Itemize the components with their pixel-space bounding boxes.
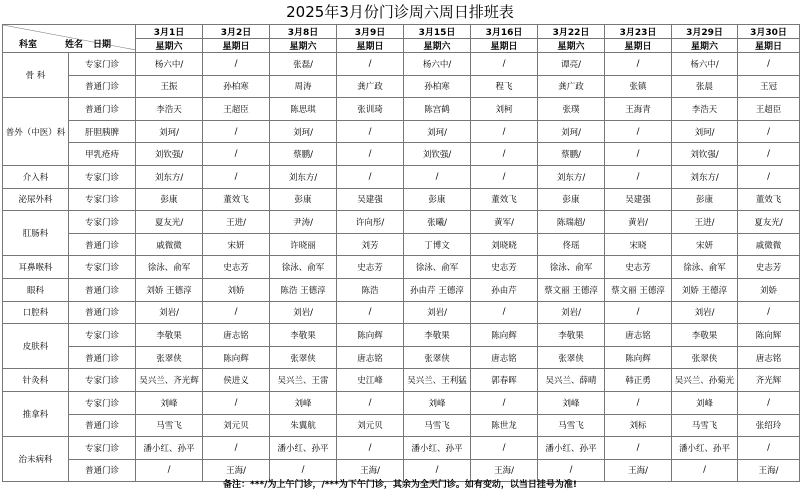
page-title: 2025年3月份门诊周六周日排班表 — [286, 3, 514, 21]
doctor-cell: 刘岩/ — [404, 301, 471, 324]
doctor-cell: 董效飞 — [738, 188, 800, 211]
doctor-cell: 龚广政 — [337, 75, 404, 98]
doctor-cell: / — [605, 437, 672, 460]
doctor-cell: 陈浩 王德淳 — [270, 278, 337, 301]
clinic-type-cell: 普通门诊 — [69, 98, 136, 121]
doctor-cell: 刘元贝 — [203, 414, 270, 437]
doctor-cell: / — [605, 391, 672, 414]
doctor-cell: 马雪飞 — [136, 414, 203, 437]
clinic-type-cell: 甲乳疮痔 — [69, 143, 136, 166]
doctor-cell: / — [203, 143, 270, 166]
doctor-cell: 蔡文丽 王德淳 — [605, 278, 672, 301]
department-cell: 口腔科 — [3, 301, 69, 324]
doctor-cell: / — [471, 53, 538, 76]
doctor-cell: 蔡文丽 王德淳 — [538, 278, 605, 301]
doctor-cell: 王进/ — [672, 211, 738, 234]
table-row — [3, 391, 800, 414]
doctor-cell: 吴建强 — [337, 188, 404, 211]
doctor-cell: 夏友光/ — [136, 211, 203, 234]
weekday-header: 星期日 — [738, 39, 800, 53]
doctor-cell: 刘娇 王德淳 — [136, 278, 203, 301]
doctor-cell: 杨六中/ — [136, 53, 203, 76]
doctor-cell: 潘小红、孙平 — [136, 437, 203, 460]
weekday-header: 星期六 — [672, 39, 738, 53]
doctor-cell: 龚广政 — [538, 75, 605, 98]
doctor-cell: 刘峰 — [672, 391, 738, 414]
doctor-cell: 尹涛/ — [270, 211, 337, 234]
doctor-cell: 李敬果 — [672, 324, 738, 347]
doctor-cell: 史江峰 — [337, 369, 404, 392]
doctor-cell: 刘珂/ — [672, 120, 738, 143]
doctor-cell: 佟瑶 — [538, 233, 605, 256]
doctor-cell: 陈瑞超/ — [538, 211, 605, 234]
table-row — [3, 346, 800, 369]
doctor-cell: 宋晓 — [605, 233, 672, 256]
doctor-cell: 吴兴兰、薛晴 — [538, 369, 605, 392]
table-row — [3, 53, 800, 76]
doctor-cell: 王海/ — [203, 459, 270, 482]
doctor-cell: 徐泳、俞军 — [404, 256, 471, 279]
doctor-cell: 李浩天 — [672, 98, 738, 121]
doctor-cell: / — [471, 165, 538, 188]
doctor-cell: / — [471, 437, 538, 460]
doctor-cell: 刘东方/ — [672, 165, 738, 188]
doctor-cell: 李敬果 — [404, 324, 471, 347]
clinic-type-cell: 普通门诊 — [69, 414, 136, 437]
clinic-type-cell: 专家门诊 — [69, 391, 136, 414]
doctor-cell: 杨六中/ — [672, 53, 738, 76]
doctor-cell: 王进/ — [203, 211, 270, 234]
footer-note: 备注：***/为上午门诊，/***为下午门诊，其余为全天门诊。如有变动，以当日挂号为准! — [223, 480, 577, 490]
doctor-cell: 张磊/ — [270, 53, 337, 76]
doctor-cell: 韩正勇 — [605, 369, 672, 392]
doctor-cell: 张翠侠 — [136, 346, 203, 369]
clinic-type-cell: 普通门诊 — [69, 233, 136, 256]
table-row — [3, 75, 800, 98]
doctor-cell: / — [605, 165, 672, 188]
clinic-type-cell: 肝胆胰脾 — [69, 120, 136, 143]
doctor-cell: 张翠侠 — [404, 346, 471, 369]
table-row — [3, 165, 800, 188]
doctor-cell: / — [738, 301, 800, 324]
clinic-type-cell: 专家门诊 — [69, 437, 136, 460]
doctor-cell: 陈宫鹤 — [404, 98, 471, 121]
doctor-cell: 唐志铭 — [605, 324, 672, 347]
doctor-cell: 刘珂/ — [136, 120, 203, 143]
doctor-cell: / — [203, 391, 270, 414]
doctor-cell: 郭春晖 — [471, 369, 538, 392]
doctor-cell: 黄军/ — [471, 211, 538, 234]
doctor-cell: 李浩天 — [136, 98, 203, 121]
date-header: 3月2日 — [203, 25, 270, 39]
weekday-header: 星期日 — [605, 39, 672, 53]
doctor-cell: 刘东方/ — [538, 165, 605, 188]
doctor-cell: 马雪飞 — [404, 414, 471, 437]
doctor-cell: 杨六中/ — [404, 53, 471, 76]
doctor-cell: 刘峰 — [136, 391, 203, 414]
doctor-cell: / — [203, 301, 270, 324]
doctor-cell: 周涛 — [270, 75, 337, 98]
doctor-cell: 王振 — [136, 75, 203, 98]
doctor-cell: 史志芳 — [471, 256, 538, 279]
table-row — [3, 437, 800, 460]
doctor-cell: 王海/ — [471, 459, 538, 482]
doctor-cell: 刘峰 — [404, 391, 471, 414]
table-row — [3, 98, 800, 121]
corner-name-label: 姓名 — [65, 40, 84, 50]
clinic-type-cell: 普通门诊 — [69, 278, 136, 301]
doctor-cell: / — [738, 53, 800, 76]
doctor-cell: 宋妍 — [672, 233, 738, 256]
doctor-cell: 陈思琪 — [270, 98, 337, 121]
date-header: 3月23日 — [605, 25, 672, 39]
doctor-cell: 蔡鹏/ — [270, 143, 337, 166]
doctor-cell: / — [538, 459, 605, 482]
doctor-cell: 彭康 — [672, 188, 738, 211]
table-row — [3, 301, 800, 324]
doctor-cell: 王冠 — [738, 75, 800, 98]
doctor-cell: 刘珂/ — [538, 120, 605, 143]
doctor-cell: 彭康 — [404, 188, 471, 211]
doctor-cell: 陈向辉 — [605, 346, 672, 369]
doctor-cell: / — [605, 53, 672, 76]
doctor-cell: 潘小红、孙平 — [404, 437, 471, 460]
doctor-cell: 唐志铭 — [203, 324, 270, 347]
date-header: 3月9日 — [337, 25, 404, 39]
doctor-cell: 吴兴兰、王雷 — [270, 369, 337, 392]
clinic-type-cell: 专家门诊 — [69, 188, 136, 211]
table-row — [3, 256, 800, 279]
doctor-cell: 侯进义 — [203, 369, 270, 392]
doctor-cell: 刘岩/ — [672, 301, 738, 324]
doctor-cell: 吴兴兰、王利猛 — [404, 369, 471, 392]
doctor-cell: 王海/ — [605, 459, 672, 482]
doctor-cell: 张璞 — [538, 98, 605, 121]
department-cell: 治未病科 — [3, 437, 69, 482]
department-cell: 普外（中医）科 — [3, 98, 69, 166]
doctor-cell: 李敬果 — [136, 324, 203, 347]
doctor-cell: 王超臣 — [738, 98, 800, 121]
doctor-cell: 张镇 — [605, 75, 672, 98]
doctor-cell: 史志芳 — [203, 256, 270, 279]
doctor-cell: 朱翼航 — [270, 414, 337, 437]
doctor-cell: 齐光辉 — [738, 369, 800, 392]
doctor-cell: / — [203, 120, 270, 143]
doctor-cell: 马雪飞 — [672, 414, 738, 437]
doctor-cell: 陈向辉 — [471, 324, 538, 347]
doctor-cell: 徐泳、俞军 — [672, 256, 738, 279]
doctor-cell: / — [471, 301, 538, 324]
doctor-cell: 徐泳、俞军 — [270, 256, 337, 279]
department-cell: 肛肠科 — [3, 211, 69, 256]
doctor-cell: / — [738, 120, 800, 143]
doctor-cell: 刘标 — [605, 414, 672, 437]
department-cell: 介入科 — [3, 165, 69, 188]
doctor-cell: 刘芳 — [337, 233, 404, 256]
doctor-cell: 戚微微 — [738, 233, 800, 256]
date-header: 3月16日 — [471, 25, 538, 39]
weekday-header: 星期日 — [471, 39, 538, 53]
doctor-cell: 史志芳 — [738, 256, 800, 279]
doctor-cell: / — [672, 459, 738, 482]
doctor-cell: / — [738, 165, 800, 188]
doctor-cell: 张训琦 — [337, 98, 404, 121]
date-header: 3月1日 — [136, 25, 203, 39]
clinic-type-cell: 专家门诊 — [69, 53, 136, 76]
doctor-cell: 刘岩/ — [270, 301, 337, 324]
weekday-header: 星期六 — [538, 39, 605, 53]
doctor-cell: / — [337, 53, 404, 76]
doctor-cell: 徐泳、俞军 — [538, 256, 605, 279]
doctor-cell: 吴兴兰、孙菊光 — [672, 369, 738, 392]
doctor-cell: 董效飞 — [471, 188, 538, 211]
doctor-cell: 刘东方/ — [270, 165, 337, 188]
doctor-cell: 张翠侠 — [270, 346, 337, 369]
corner-header — [3, 25, 136, 53]
doctor-cell: 潘小红、孙平 — [270, 437, 337, 460]
doctor-cell: 许晓丽 — [270, 233, 337, 256]
doctor-cell: 许向彤/ — [337, 211, 404, 234]
doctor-cell: 王超臣 — [203, 98, 270, 121]
doctor-cell: 史志芳 — [605, 256, 672, 279]
doctor-cell: / — [738, 437, 800, 460]
doctor-cell: / — [337, 301, 404, 324]
doctor-cell: / — [738, 391, 800, 414]
doctor-cell: 黄岩/ — [605, 211, 672, 234]
doctor-cell: 王海/ — [337, 459, 404, 482]
clinic-type-cell: 专家门诊 — [69, 369, 136, 392]
doctor-cell: 夏友光/ — [738, 211, 800, 234]
clinic-type-cell: 专家门诊 — [69, 165, 136, 188]
weekday-header: 星期六 — [404, 39, 471, 53]
doctor-cell: 刘柯 — [471, 98, 538, 121]
doctor-cell: 宋妍 — [203, 233, 270, 256]
doctor-cell: 吴兴兰、齐光辉 — [136, 369, 203, 392]
doctor-cell: 马雪飞 — [538, 414, 605, 437]
date-header: 3月22日 — [538, 25, 605, 39]
clinic-type-cell: 普通门诊 — [69, 346, 136, 369]
doctor-cell: 刘晓晓 — [471, 233, 538, 256]
corner-date-label: 日期 — [93, 40, 112, 50]
table-row — [3, 414, 800, 437]
doctor-cell: 刘东方/ — [136, 165, 203, 188]
department-cell: 眼科 — [3, 278, 69, 301]
doctor-cell: 谭亮/ — [538, 53, 605, 76]
doctor-cell: / — [337, 165, 404, 188]
doctor-cell: 彭康 — [538, 188, 605, 211]
doctor-cell: 刘娇 — [203, 278, 270, 301]
doctor-cell: 刘岩/ — [538, 301, 605, 324]
weekday-header: 星期六 — [270, 39, 337, 53]
doctor-cell: 陈浩 — [337, 278, 404, 301]
doctor-cell: / — [605, 120, 672, 143]
table-row — [3, 143, 800, 166]
doctor-cell: 彭康 — [136, 188, 203, 211]
clinic-type-cell: 普通门诊 — [69, 75, 136, 98]
doctor-cell: 张翠侠 — [672, 346, 738, 369]
doctor-cell: 唐志铭 — [337, 346, 404, 369]
doctor-cell: / — [136, 459, 203, 482]
table-row — [3, 278, 800, 301]
doctor-cell: 陈向辉 — [738, 324, 800, 347]
doctor-cell: / — [337, 391, 404, 414]
doctor-cell: 陈向辉 — [203, 346, 270, 369]
doctor-cell: 蔡鹏/ — [538, 143, 605, 166]
weekday-header: 星期日 — [337, 39, 404, 53]
clinic-type-cell: 普通门诊 — [69, 459, 136, 482]
department-cell: 耳鼻喉科 — [3, 256, 69, 279]
doctor-cell: 董效飞 — [203, 188, 270, 211]
doctor-cell: 刘钦强/ — [672, 143, 738, 166]
table-row — [3, 233, 800, 256]
doctor-cell: / — [605, 143, 672, 166]
corner-dept-label: 科室 — [19, 40, 38, 50]
date-header: 3月15日 — [404, 25, 471, 39]
clinic-type-cell: 专家门诊 — [69, 256, 136, 279]
clinic-type-cell: 普通门诊 — [69, 301, 136, 324]
doctor-cell: 刘岩/ — [136, 301, 203, 324]
doctor-cell: 陈世龙 — [471, 414, 538, 437]
doctor-cell: 王海/ — [738, 459, 800, 482]
doctor-cell: / — [337, 143, 404, 166]
doctor-cell: 孙由芹 王德淳 — [404, 278, 471, 301]
table-row — [3, 211, 800, 234]
doctor-cell: 刘娇 — [738, 278, 800, 301]
doctor-cell: 陈向辉 — [337, 324, 404, 347]
weekday-header: 星期日 — [203, 39, 270, 53]
doctor-cell: / — [471, 143, 538, 166]
doctor-cell: 张绍玲 — [738, 414, 800, 437]
doctor-cell: 刘元贝 — [337, 414, 404, 437]
department-cell: 推拿科 — [3, 391, 69, 436]
table-row — [3, 369, 800, 392]
doctor-cell: / — [337, 120, 404, 143]
table-row — [3, 188, 800, 211]
doctor-cell: / — [404, 165, 471, 188]
doctor-cell: 刘珂/ — [270, 120, 337, 143]
doctor-cell: 刘峰 — [270, 391, 337, 414]
doctor-cell: 李敬果 — [538, 324, 605, 347]
doctor-cell: 程飞 — [471, 75, 538, 98]
doctor-cell: / — [738, 143, 800, 166]
doctor-cell: / — [605, 301, 672, 324]
doctor-cell: 张曦/ — [404, 211, 471, 234]
doctor-cell: 刘钦强/ — [404, 143, 471, 166]
date-header: 3月8日 — [270, 25, 337, 39]
doctor-cell: / — [404, 459, 471, 482]
doctor-cell: / — [203, 437, 270, 460]
doctor-cell: 彭康 — [270, 188, 337, 211]
doctor-cell: 唐志铭 — [738, 346, 800, 369]
doctor-cell: 潘小红、孙平 — [538, 437, 605, 460]
schedule-table — [2, 24, 800, 482]
department-cell: 骨 科 — [3, 53, 69, 98]
department-cell: 针灸科 — [3, 369, 69, 392]
doctor-cell: 孙柏寒 — [404, 75, 471, 98]
doctor-cell: 唐志铭 — [471, 346, 538, 369]
doctor-cell: / — [203, 53, 270, 76]
doctor-cell: 孙柏寒 — [203, 75, 270, 98]
doctor-cell: / — [270, 459, 337, 482]
doctor-cell: 戚微微 — [136, 233, 203, 256]
clinic-type-cell: 专家门诊 — [69, 324, 136, 347]
clinic-type-cell: 专家门诊 — [69, 211, 136, 234]
table-row — [3, 120, 800, 143]
doctor-cell: 李敬果 — [270, 324, 337, 347]
doctor-cell: 刘珂/ — [404, 120, 471, 143]
doctor-cell: 史志芳 — [337, 256, 404, 279]
table-row — [3, 324, 800, 347]
weekday-header: 星期六 — [136, 39, 203, 53]
doctor-cell: 孙由芹 — [471, 278, 538, 301]
doctor-cell: 徐泳、俞军 — [136, 256, 203, 279]
doctor-cell: 刘峰 — [538, 391, 605, 414]
doctor-cell: 刘娇 王德淳 — [672, 278, 738, 301]
doctor-cell: 丁博文 — [404, 233, 471, 256]
date-header: 3月30日 — [738, 25, 800, 39]
doctor-cell: 刘钦强/ — [136, 143, 203, 166]
department-cell: 皮肤科 — [3, 324, 69, 369]
doctor-cell: / — [203, 165, 270, 188]
doctor-cell: / — [471, 120, 538, 143]
date-header: 3月29日 — [672, 25, 738, 39]
doctor-cell: 张翠侠 — [538, 346, 605, 369]
doctor-cell: / — [337, 437, 404, 460]
doctor-cell: 潘小红、孙平 — [672, 437, 738, 460]
doctor-cell: 王海青 — [605, 98, 672, 121]
doctor-cell: / — [471, 391, 538, 414]
department-cell: 泌尿外科 — [3, 188, 69, 211]
doctor-cell: 吴建强 — [605, 188, 672, 211]
doctor-cell: 张晨 — [672, 75, 738, 98]
